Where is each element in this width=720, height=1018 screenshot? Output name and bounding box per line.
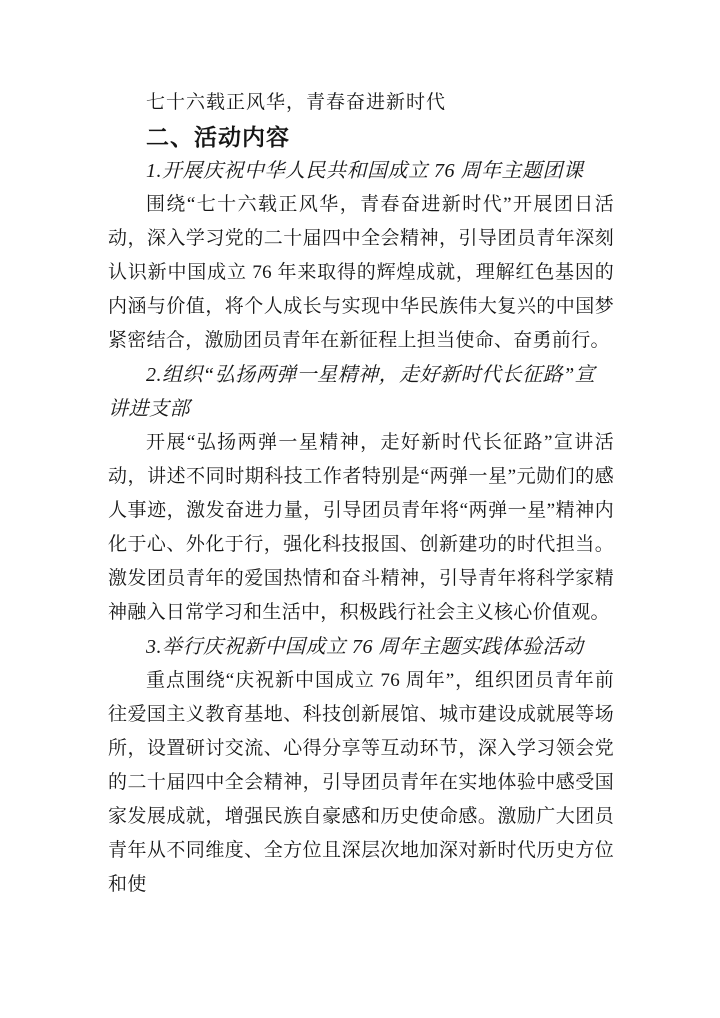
item-2-body: 开展“弘扬两弹一星精神，走好新时代长征路”宣讲活动，讲述不同时期科技工作者特别是“两弹一星”元勋们的感人事迹，激发奋进力量，引导团员青年将“两弹一星”精神内化于心、外化于行，强化科技报国、创新建功的时代担当。激发团员青年的爱国热情和奋斗精神，引导青年将科学家精神融入日常学习和生活中，积极践行社会主义核心价值观。 [108,432,614,623]
theme-line: 七十六载正风华，青春奋进新时代 [146,92,447,113]
item-3-body: 重点围绕“庆祝新中国成立 76 周年”，组织团员青年前往爱国主义教育基地、科技创新展馆、城市建设成就展等场所，设置研讨交流、心得分享等互动环节，深入学习领会党的二十届四中全会精神，引导团员青年在实地体验中感受国家发展成就，增强民族自豪感和历史使命感。激励广大团员青年从不同维度、全方位且深层次地加深对新时代历史方位和使 [108,670,614,895]
item-1-heading: 1.开展庆祝中华人民共和国成立 76 周年主题团课 [146,160,584,182]
item-1-body: 围绕“七十六载正风华，青春奋进新时代”开展团日活动，深入学习党的二十届四中全会精神，引导团员青年深刻认识新中国成立 76 年来取得的辉煌成就，理解红色基因的内涵与价值，将个人成长与实现中华民族伟大复兴的中国梦紧密结合，激励团员青年在新征程上担当使命、奋勇前行。 [108,194,614,351]
item-2-heading: 2.组织“弘扬两弹一星精神，走好新时代长征路”宣讲进支部 [108,364,596,420]
item-3-heading: 3.举行庆祝新中国成立 76 周年主题实践体验活动 [146,636,584,658]
document-text-area [108,86,614,902]
section-heading: 二、活动内容 [146,124,290,150]
